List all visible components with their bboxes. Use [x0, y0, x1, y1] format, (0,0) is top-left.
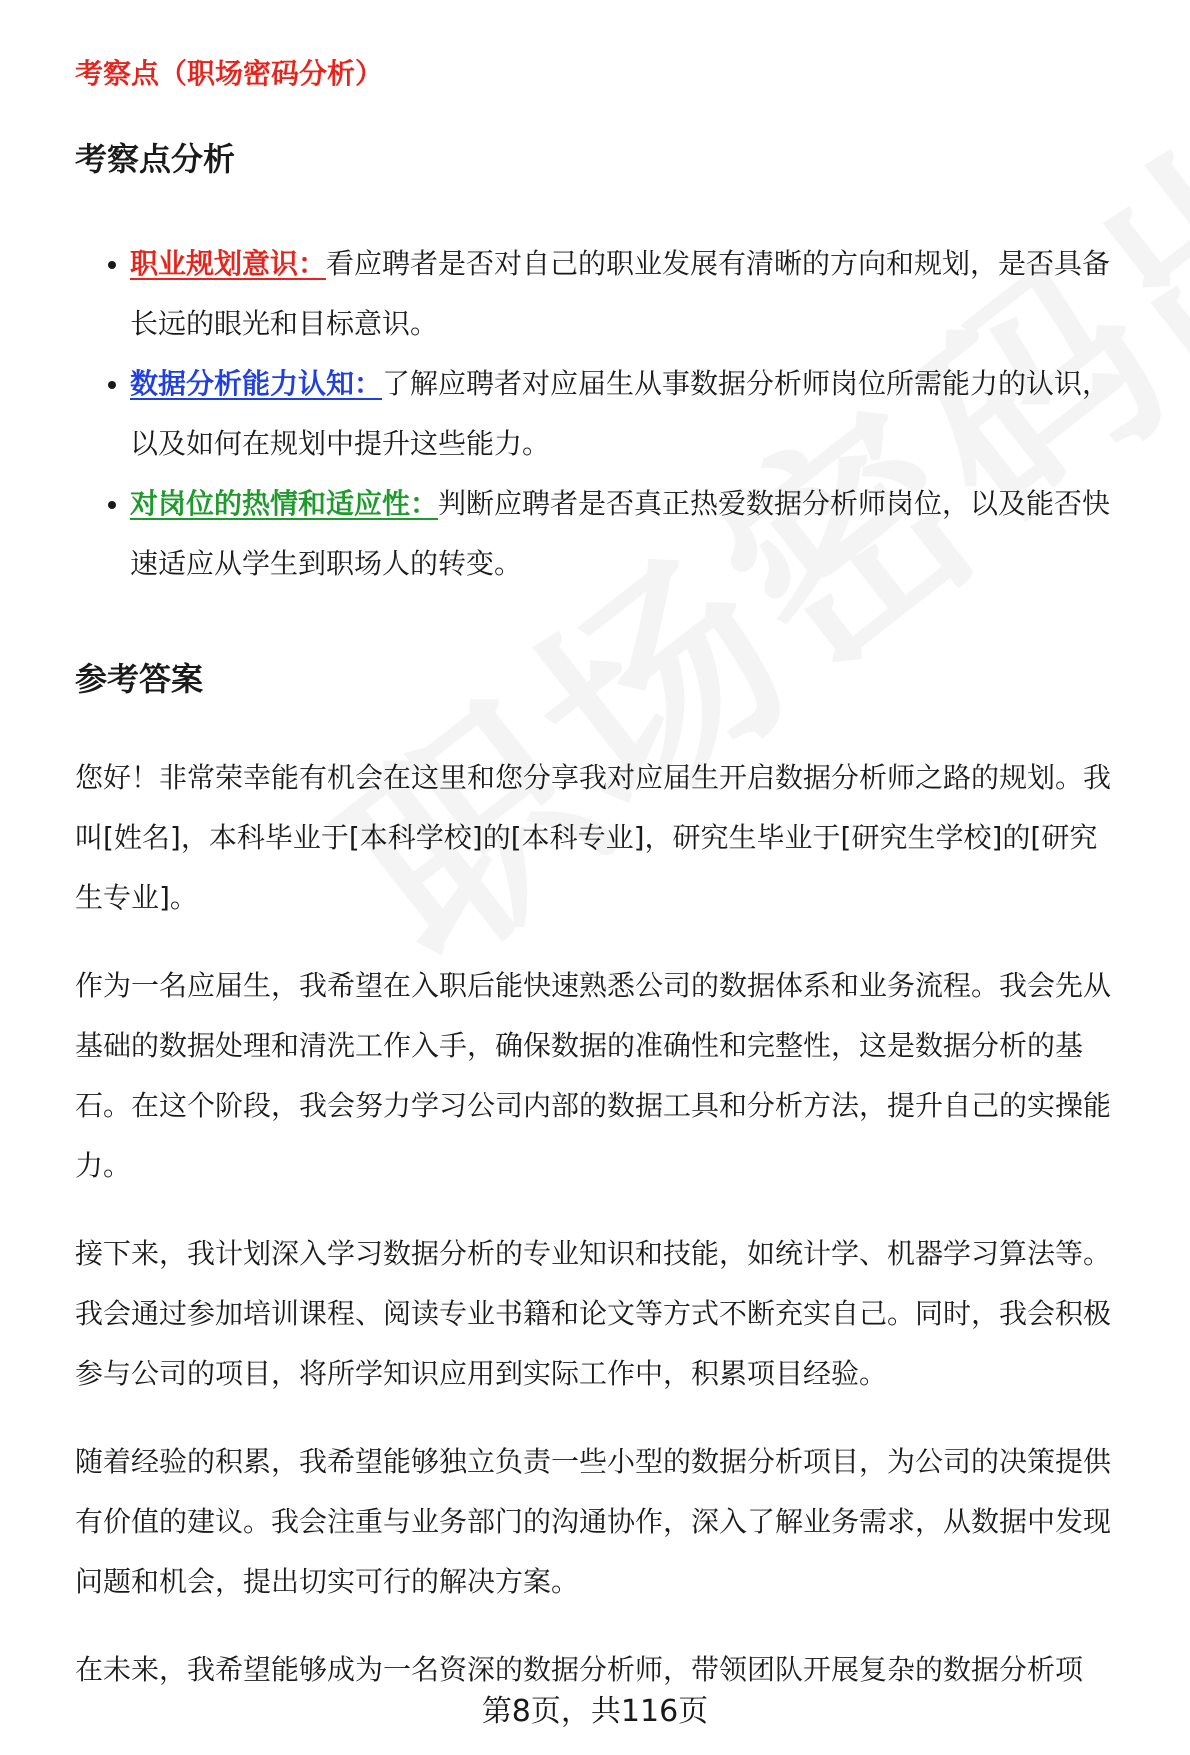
point-keyword: 对岗位的热情和适应性：: [130, 487, 439, 520]
answer-paragraph: [75, 1224, 1112, 1404]
section-tag: 考察点（职场密码分析）: [75, 57, 384, 90]
analysis-point: [130, 474, 1112, 594]
paragraph-text: 作为一名应届生，我希望在入职后能快速熟悉公司的数据体系和业务流程。我会先从基础的数据处理和清洗工作入手，确保数据的准确性和完整性，这是数据分析的基石。在这个阶段，我会努力学习公司内部的数据工具和分析方法，提升自己的实操能力。: [75, 969, 1112, 1182]
point-text: 了解应聘者对应届生从事数据分析师岗位所需能力的认识，以及如何在规划中提升这些能力。: [130, 367, 1111, 460]
analysis-points-list: [75, 234, 1112, 594]
paragraph-text: 接下来，我计划深入学习数据分析的专业知识和技能，如统计学、机器学习算法等。我会通过参加培训课程、阅读专业书籍和论文等方式不断充实自己。同时，我会积极参与公司的项目，将所学知识应用到实际工作中，积累项目经验。: [75, 1237, 1112, 1390]
paragraph-text: 随着经验的积累，我希望能够独立负责一些小型的数据分析项目，为公司的决策提供有价值的建议。我会注重与业务部门的沟通协作，深入了解业务需求，从数据中发现问题和机会，提出切实可行的解决方案。: [75, 1445, 1112, 1598]
page-footer: 第8页，共116页: [481, 1694, 709, 1729]
paragraph-text: 在未来，我希望能够成为一名资深的数据分析师，带领团队开展复杂的数据分析项: [75, 1653, 1084, 1686]
point-text: 判断应聘者是否真正热爱数据分析师岗位，以及能否快速适应从学生到职场人的转变。: [130, 487, 1111, 580]
point-text: 看应聘者是否对自己的职业发展有清晰的方向和规划，是否具备长远的眼光和目标意识。: [130, 247, 1111, 340]
point-keyword: 数据分析能力认知：: [130, 367, 383, 400]
answer-paragraph: [75, 1432, 1112, 1612]
answer-heading: 参考答案: [75, 660, 204, 698]
paragraph-text: 您好！非常荣幸能有机会在这里和您分享我对应届生开启数据分析师之路的规划。我叫[姓名]，本科毕业于[本科学校]的[本科专业]，研究生毕业于[研究生学校]的[研究生专业]。: [75, 761, 1112, 914]
answer-paragraph: [75, 748, 1112, 928]
answer-paragraph: [75, 1640, 1112, 1700]
point-keyword: 职业规划意识：: [130, 247, 327, 280]
analysis-point: [130, 234, 1112, 354]
analysis-point: [130, 354, 1112, 474]
analysis-heading: 考察点分析: [75, 140, 236, 178]
answer-paragraph: [75, 956, 1112, 1196]
